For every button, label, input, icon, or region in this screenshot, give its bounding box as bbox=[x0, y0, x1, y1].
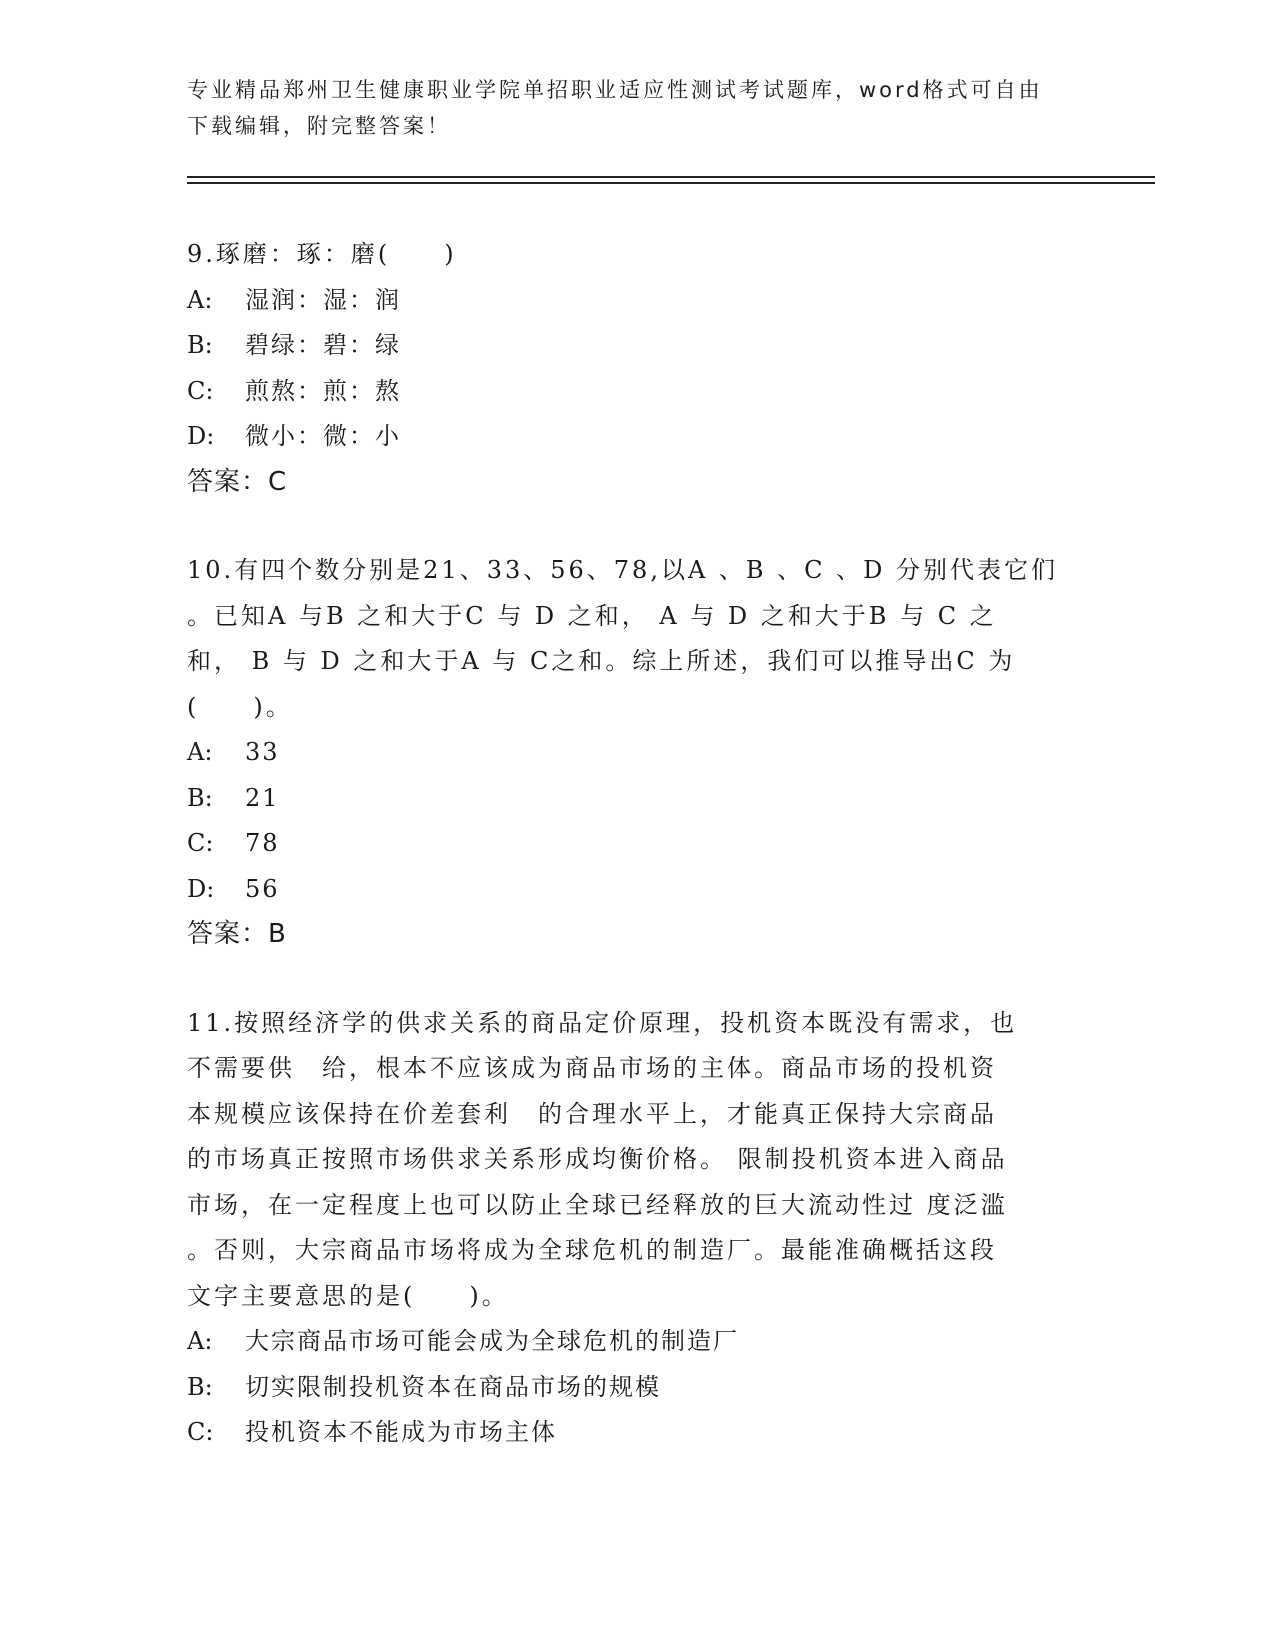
option-label: A: bbox=[187, 285, 213, 314]
answer: 答案：C bbox=[187, 466, 288, 497]
header-rule-top bbox=[187, 176, 1155, 178]
question-11 bbox=[187, 1001, 1087, 1456]
question-text-line-2: 。已知A 与B 之和大于C 与 D 之和， A 与 D 之和大于B 与 C 之 bbox=[187, 601, 997, 630]
option-text: 78 bbox=[245, 829, 280, 857]
question-text-line-3: 本规模应该保持在价差套利 的合理水平上，才能真正保持大宗商品 bbox=[187, 1099, 997, 1128]
option-text: 21 bbox=[245, 783, 280, 812]
option-label: D: bbox=[187, 874, 215, 903]
question-10 bbox=[187, 548, 1087, 958]
question-text-line-6: 。否则，大宗商品市场将成为全球危机的制造厂。最能准确概括这段 bbox=[187, 1236, 997, 1264]
question-text-line-7: 文字主要意思的是( )。 bbox=[187, 1281, 509, 1310]
answer: 答案：B bbox=[187, 919, 287, 949]
option-a bbox=[187, 730, 1087, 776]
page-header bbox=[187, 72, 1067, 144]
option-text: 投机资本不能成为市场主体 bbox=[245, 1418, 557, 1446]
option-d bbox=[187, 414, 1087, 460]
option-text: 切实限制投机资本在商品市场的规模 bbox=[245, 1372, 661, 1401]
option-text: 煎熬：煎：熬 bbox=[245, 376, 401, 405]
option-c bbox=[187, 1410, 1087, 1456]
option-c bbox=[187, 369, 1087, 415]
header-rule-bottom bbox=[187, 182, 1155, 184]
option-label: B: bbox=[187, 331, 213, 359]
option-text: 微小：微：小 bbox=[245, 422, 401, 450]
option-b bbox=[187, 776, 1087, 822]
option-a bbox=[187, 1319, 1087, 1365]
header-line-2: 下载编辑，附完整答案！ bbox=[187, 114, 451, 138]
question-list bbox=[187, 232, 1087, 1456]
option-b bbox=[187, 323, 1087, 369]
header-line-1: 专业精品郑州卫生健康职业学院单招职业适应性测试考试题库，word格式可自由 bbox=[187, 78, 1043, 102]
option-label: C: bbox=[187, 1418, 214, 1446]
option-a bbox=[187, 278, 1087, 324]
question-text-line-2: 不需要供 给，根本不应该成为商品市场的主体。商品市场的投机资 bbox=[187, 1054, 997, 1082]
question-text-line-3: 和， B 与 D 之和大于A 与 C之和。综上所述，我们可以推导出C 为 bbox=[187, 647, 1016, 675]
question-text-line-4: ( )。 bbox=[187, 692, 293, 721]
option-text: 56 bbox=[245, 874, 280, 903]
question-text-line-5: 市场，在一定程度上也可以防止全球已经释放的巨大流动性过 度泛滥 bbox=[187, 1190, 1008, 1219]
question-text-line-1: 10.有四个数分别是21、33、56、78,以A 、B 、C 、D 分别代表它们 bbox=[187, 556, 1059, 584]
option-label: B: bbox=[187, 1372, 213, 1401]
option-text: 33 bbox=[245, 738, 280, 766]
option-label: D: bbox=[187, 422, 215, 450]
option-d bbox=[187, 867, 1087, 913]
question-text-line-1: 11.按照经济学的供求关系的商品定价原理，投机资本既没有需求，也 bbox=[187, 1008, 1018, 1037]
option-c bbox=[187, 821, 1087, 867]
option-text: 湿润：湿：润 bbox=[245, 285, 401, 314]
option-label: C: bbox=[187, 829, 214, 857]
question-9 bbox=[187, 232, 1087, 505]
question-text: 9.琢磨：琢：磨( ) bbox=[187, 240, 457, 268]
option-text: 碧绿：碧：绿 bbox=[245, 331, 401, 359]
option-b bbox=[187, 1365, 1087, 1411]
option-label: B: bbox=[187, 783, 213, 812]
option-label: A: bbox=[187, 1327, 213, 1355]
option-text: 大宗商品市场可能会成为全球危机的制造厂 bbox=[245, 1327, 739, 1355]
option-label: C: bbox=[187, 376, 214, 405]
option-label: A: bbox=[187, 738, 213, 766]
question-text-line-4: 的市场真正按照市场供求关系形成均衡价格。 限制投机资本进入商品 bbox=[187, 1145, 1008, 1173]
